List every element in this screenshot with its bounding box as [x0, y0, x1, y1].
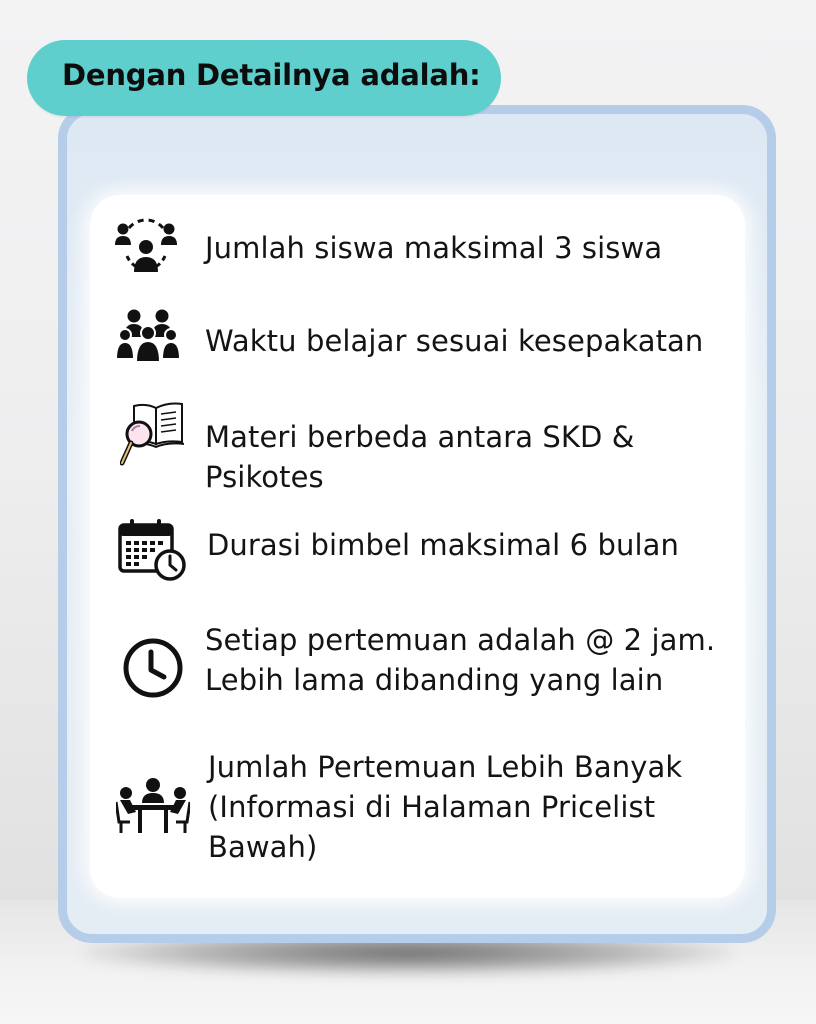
item-text: Materi berbeda antara SKD & [205, 420, 635, 454]
item-text: Lebih lama dibanding yang lain [205, 663, 664, 697]
group-network-icon [115, 212, 177, 274]
meeting-table-icon [116, 776, 190, 834]
item-text: Jumlah siswa maksimal 3 siswa [205, 231, 663, 265]
page-title: Dengan Detailnya adalah: [62, 58, 481, 92]
clock-icon [122, 637, 184, 699]
item-text: Jumlah Pertemuan Lebih Banyak [208, 750, 683, 784]
item-text: Durasi bimbel maksimal 6 bulan [207, 528, 679, 562]
item-text: Setiap pertemuan adalah @ 2 jam. [205, 623, 716, 657]
calendar-clock-icon [118, 519, 188, 581]
item-text: Psikotes [205, 460, 324, 494]
people-group-icon [116, 307, 180, 363]
item-text: Bawah) [208, 830, 318, 864]
item-text: Waktu belajar sesuai kesepakatan [205, 324, 704, 358]
item-text: (Informasi di Halaman Pricelist [208, 790, 656, 824]
book-magnifier-icon [120, 400, 186, 468]
